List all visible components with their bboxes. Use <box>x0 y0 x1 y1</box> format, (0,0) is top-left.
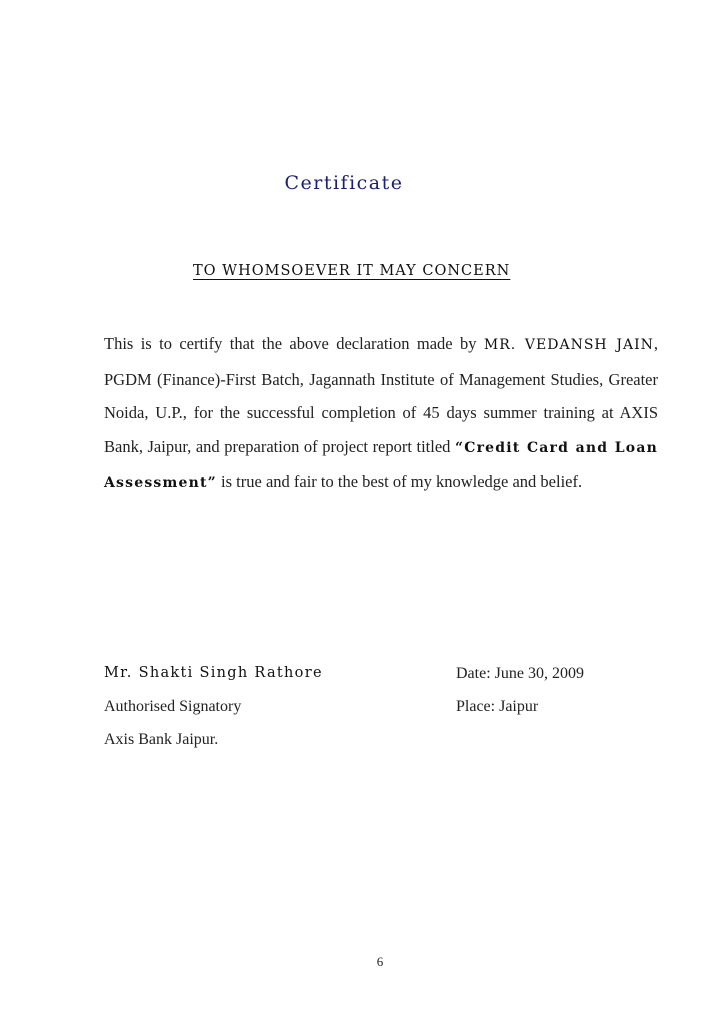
signature-row-3 <box>104 731 658 764</box>
signatory-name: Mr. Shakti Singh Rathore <box>104 665 323 681</box>
body-text-closing: is true and fair to the best of my knowledge and belief. <box>216 472 583 491</box>
body-text-intro: This is to certify that the above declaration made by <box>104 334 484 353</box>
concern-heading: TO WHOMSOEVER IT MAY CONCERN <box>193 263 511 279</box>
project-title: “Credit Card and Loan Assessment” <box>104 439 658 491</box>
body-text-details: , PGDM (Finance)-First Batch, Jagannath Institute of Management Studies, Greater Noida, U.P., for the successful completion of 45 days summer training at AXIS Bank, Jaipur, and preparation of project report titled <box>104 334 658 456</box>
signature-row-1 <box>104 665 658 698</box>
signature-block <box>104 665 658 764</box>
signatory-designation: Authorised Signatory <box>104 698 242 715</box>
certificate-date: Date: June 30, 2009 <box>456 665 584 682</box>
signatory-organization: Axis Bank Jaipur. <box>104 731 219 748</box>
certificate-title: Certificate <box>284 172 404 194</box>
certificate-place: Place: Jaipur <box>456 698 539 715</box>
certificate-body <box>104 327 658 501</box>
signature-row-2 <box>104 698 658 731</box>
student-name: MR. VEDANSH JAIN <box>483 337 654 353</box>
page-number: 6 <box>376 954 384 969</box>
